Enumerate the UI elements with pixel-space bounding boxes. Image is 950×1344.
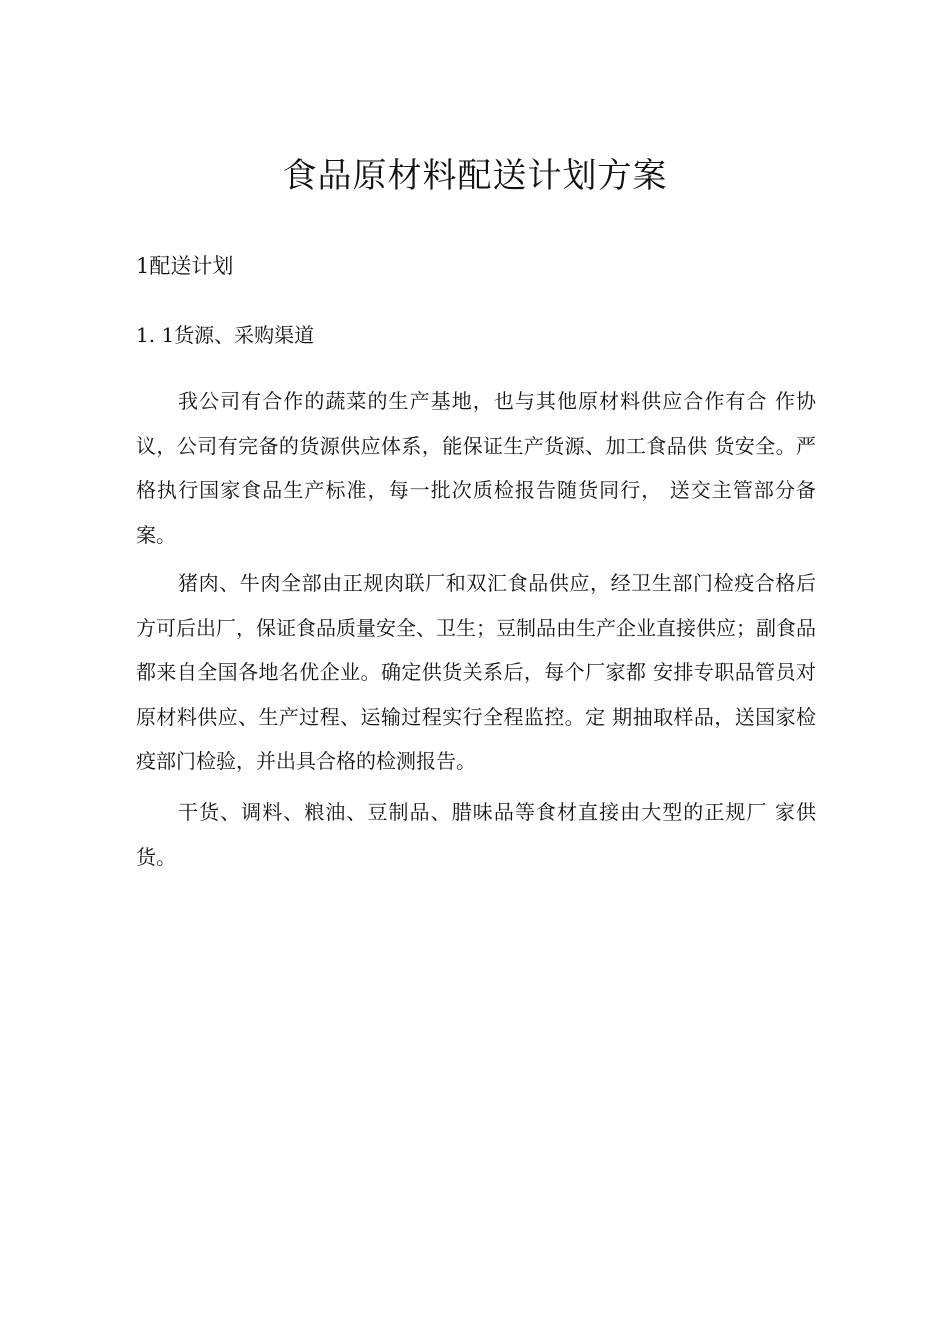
body-text	[136, 379, 816, 869]
subsection-heading-1-1: 1. 1货源、采购渠道	[136, 323, 315, 347]
paragraph: 我公司有合作的蔬菜的生产基地，也与其他原材料供应合作有合 作协议，公司有完备的货源供应体系，能保证生产货源、加工食品供 货安全。严格执行国家食品生产标准，每一批次质检报告随货同行， 送交主管部分备案。	[136, 389, 816, 547]
section-heading-1: 1配送计划	[136, 254, 234, 278]
paragraph: 干货、调料、粮油、豆制品、腊味品等食材直接由大型的正规厂 家供货。	[136, 800, 816, 869]
document-title: 食品原材料配送计划方案	[282, 156, 668, 196]
paragraph: 猪肉、牛肉全部由正规肉联厂和双汇食品供应，经卫生部门检疫合格后方可后出厂，保证食品质量安全、卫生；豆制品由生产企业直接供应；副食品都来自全国各地名优企业。确定供货关系后，每个厂家都 安排专职品管员对原材料供应、生产过程、运输过程实行全程监控。定 期抽取样品，送国家检疫部门检验，并出具合格的检测报告。	[136, 571, 816, 773]
